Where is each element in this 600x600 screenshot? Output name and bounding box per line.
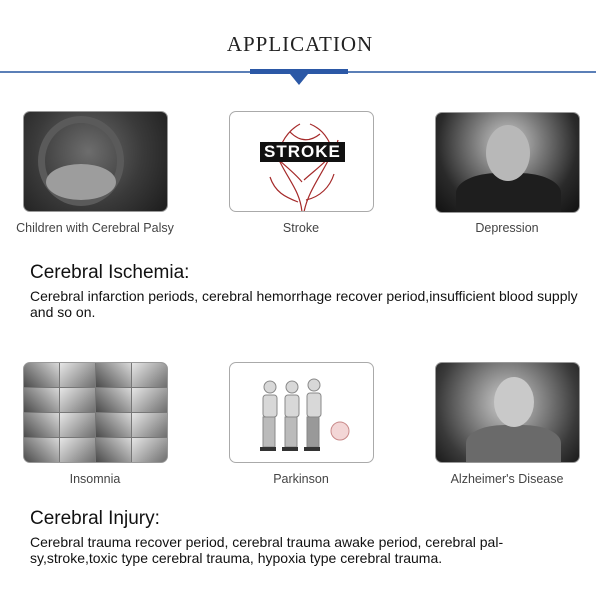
stroke-image <box>229 111 374 212</box>
blood-vessels-icon <box>230 112 374 212</box>
page-title: APPLICATION <box>226 32 374 56</box>
depression-caption: Depression <box>475 221 539 235</box>
cerebral-palsy-image <box>23 111 168 212</box>
head-shape <box>494 377 534 427</box>
parkinson-image <box>229 362 374 463</box>
section-body-ischemia: Cerebral infarction periods, cerebral hemorrhage recover period,insufficient blood supply and so on. <box>30 288 578 320</box>
torso-shape <box>466 425 561 463</box>
stroke-label: STROKE <box>260 142 345 162</box>
depression-image <box>435 112 580 213</box>
parkinson-caption: Parkinson <box>273 472 329 486</box>
infant-shape <box>46 164 116 200</box>
alzheimers-caption: Alzheimer's Disease <box>450 472 564 486</box>
cerebral-palsy-caption: Children with Cerebral Palsy <box>16 221 174 235</box>
insomnia-caption: Insomnia <box>69 472 121 486</box>
section-heading-injury: Cerebral Injury: <box>30 508 160 529</box>
section-body-injury: Cerebral trauma recover period, cerebral trauma awake period, cerebral pal-sy,stroke,toxic type cerebral trauma, hypoxia type cerebral trauma. <box>30 534 504 566</box>
alzheimers-image <box>435 362 580 463</box>
head-shape <box>486 125 530 181</box>
stroke-caption: Stroke <box>282 221 320 235</box>
walking-figures-icon <box>230 363 374 463</box>
header-pointer-icon <box>290 74 308 85</box>
section-heading-ischemia: Cerebral Ischemia: <box>30 262 190 283</box>
insomnia-image <box>23 362 168 463</box>
